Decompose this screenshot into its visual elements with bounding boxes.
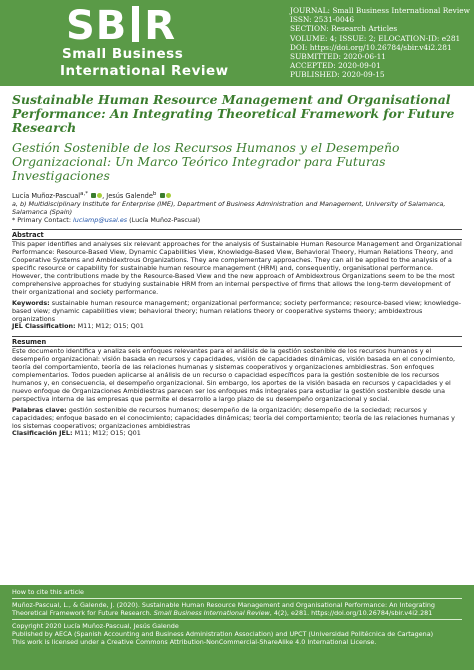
abstract-jel	[12, 323, 462, 331]
meta-submitted: SUBMITTED: 2020-06-11	[290, 52, 386, 62]
resumen-keywords	[12, 407, 462, 431]
journal-header	[0, 0, 474, 86]
contact-email[interactable]: luciamp@usal.es	[73, 216, 128, 225]
cite-journal: Small Business International Review	[153, 609, 270, 617]
meta-volume: VOLUME: 4; ISSUE: 2; ELOCATION-ID: e281	[290, 33, 461, 43]
abstract-text: This paper identifies and analyses six relevant approaches for the analysis of Sustainable Human Resource Management and Organizational Performance: Resource-Based View, Dynamic Capabilities View, Knowledge-Based View, Behavioral Theory, Human Relations Theory, and Cooperative Systems and Ambidextrous Organizations. They are complementary approaches. They can all be applied to the analysis of a specific resource or capability for sustainable human resource management (HRM) and, consequently, organisational performance. However, the contributions made by the Resource-Based View and the new approach of Ambidextrous Organizations seem to be the most comprehensive approaches for studying sustainable HRM from an internal perspective of firms that allows the long-term development of their organizational and society performance.	[12, 240, 462, 296]
footer-divider	[12, 619, 462, 620]
article-title: Sustainable Human Resource Management and Organisational Performance: An Integrating Theoretical Framework for Future Research	[12, 92, 455, 136]
affiliation: a, b) Multidisciplinary Institute for Enterprise (IME), Department of Business Administration and Management, University of Salamanca, Salamanca (Spain)	[12, 200, 446, 217]
abstract-section	[12, 229, 462, 331]
keywords-label: Palabras clave:	[12, 405, 67, 414]
keywords-value: sustainable human resource management; organizational performance; society performance; resource-based view; knowledge-based view; dynamic capabilities view; behavioral theory; human relations theory or cooperative systems theory; ambidextrous organizations	[12, 298, 462, 323]
author-name: Jesús Galende	[106, 192, 153, 201]
article-subtitle: Gestión Sostenible de los Recursos Humanos y el Desempeño Organizacional: Un Marco Teórico Integrador para Futuras Investigaciones	[12, 139, 400, 184]
email-icon[interactable]	[91, 193, 96, 198]
meta-journal: JOURNAL: Small Business International Review	[290, 6, 470, 15]
abstract-keywords	[12, 300, 462, 324]
logo-i-bar	[132, 6, 139, 42]
meta-issn: ISSN: 2531-0046	[290, 15, 355, 25]
logo-line-2: International Review	[60, 63, 229, 79]
resumen-text: Este documento identifica y analiza seis enfoques relevantes para el análisis de la gestión sostenible de los recursos humanos y el desempeño organizacional: visión basada en recursos y capacidades, visión de capacidades dinámicas, visión basada en el conocimiento, teoría del comportamiento, teoría de las relaciones humanas y sistemas cooperativos y organizaciones ambidiestras. Son enfoques complementarios. Todos pueden aplicarse al análisis de un recurso o capacidad específicos para la gestión sostenible de los recursos humanos y, en consecuencia, el desempeño organizacional. Sin embargo, los aportes de la visión basada en recursos y capacidades y el nuevo enfoque de Organizaciones Ambidiestras parecen ser los enfoques más integrales para estudiar la gestión sostenible desde una perspectiva interna de las empresas que permite el desarrollo a largo plazo de su desempeño organizacional y social.	[12, 347, 456, 403]
logo-line-1: Small Business	[62, 46, 184, 62]
meta-published: PUBLISHED: 2020-09-15	[290, 70, 385, 80]
keywords-label: Keywords:	[12, 298, 50, 307]
primary-contact	[12, 216, 462, 224]
sbir-logo	[10, 3, 280, 82]
contact-label: * Primary Contact:	[12, 216, 71, 225]
article-content	[12, 93, 462, 438]
footer-divider	[12, 598, 462, 599]
funding-note: Published by AECA (Spanish Accounting and Business Administration Association) and UPCT (Universidad Politécnica de Cartagena)	[12, 630, 434, 638]
author-sup: b	[152, 191, 157, 198]
orcid-icon[interactable]	[166, 193, 171, 198]
author-sup: a,*	[80, 191, 88, 198]
jel-label: Clasificación JEL:	[12, 429, 73, 438]
cite-tail[interactable]: , 4(2), e281. https://doi.org/10.26784/sbir.v4i2.281	[269, 609, 433, 617]
resumen-heading: Resumen	[12, 337, 462, 347]
journal-metadata	[290, 6, 470, 80]
contact-name: (Lucía Muñoz-Pascual)	[129, 216, 201, 225]
meta-section: SECTION: Research Articles	[290, 24, 398, 34]
resumen-jel	[12, 430, 462, 438]
logo-wordmark: SB R	[66, 3, 177, 49]
cite-label: How to cite this article	[12, 588, 84, 596]
license-note[interactable]: This work is licensed under a Creative Commons Attribution-NonCommercial-ShareAlike 4.0 International License.	[12, 638, 377, 646]
meta-accepted: ACCEPTED: 2020-09-01	[290, 61, 381, 71]
journal-footer	[0, 585, 474, 670]
meta-doi[interactable]: DOI: https://doi.org/10.26784/sbir.v4i2.281	[290, 42, 452, 52]
jel-value: M11; M12; O15; Q01	[77, 322, 144, 331]
orcid-icon[interactable]	[97, 193, 102, 198]
author-name: Lucía Muñoz-Pascual	[12, 192, 81, 201]
keywords-value: gestión sostenible de recursos humanos; desempeño de la organización; desempeño de la sociedad; recursos y capacidades; enfoque basado en el conocimiento; capacidades dinámicas; teoría del comportamiento; teoría de las relaciones humanas y los sistemas cooperativos; organizaciones ambidiestras	[12, 405, 455, 430]
email-icon[interactable]	[160, 193, 165, 198]
jel-value: M11; M12; O15; Q01	[74, 429, 141, 438]
abstract-heading: Abstract	[12, 230, 462, 240]
resumen-section	[12, 336, 462, 438]
jel-label: JEL Classification:	[12, 322, 76, 331]
author-list: Lucía Muñoz-Pascual$^{a,*}$ , Jesús Galende$^b$	[12, 190, 462, 200]
copyright: Copyright 2020 Lucía Muñoz-Pascual, Jesús Galende	[12, 622, 179, 630]
cite-text: Muñoz-Pascual, L., & Galende, J. (2020). Sustainable Human Resource Management and Organisational Performance: An Integrating Theoretical Framework for Future Research.	[12, 601, 435, 617]
citation	[12, 601, 462, 617]
